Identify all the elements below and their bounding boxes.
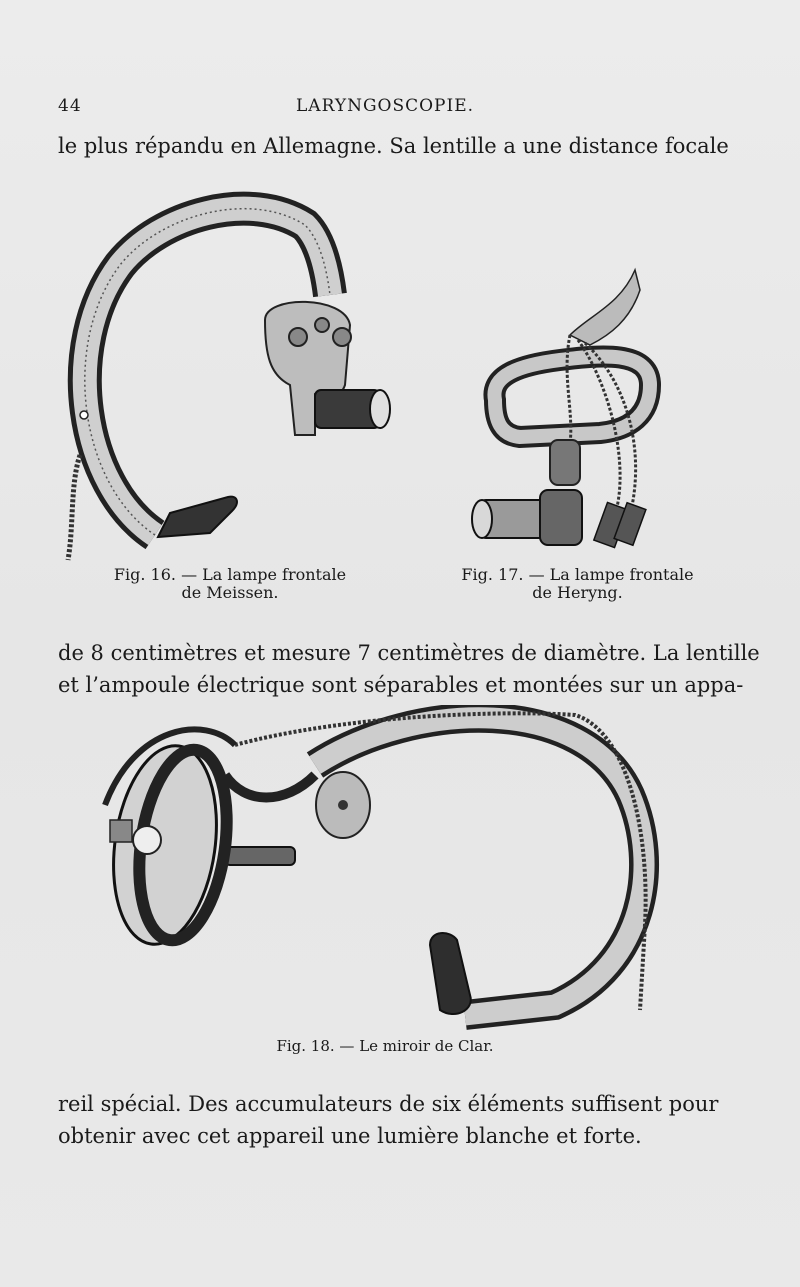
caption-line: Fig. 17. — La lampe frontale (461, 565, 694, 584)
caption-line: de Meissen. (181, 583, 279, 602)
page-header (58, 96, 698, 120)
figure-17-caption (455, 566, 700, 602)
caption-line: de Heryng. (532, 583, 623, 602)
text-line: le plus répandu en Allemagne. Sa lentille a une distance focale (58, 134, 729, 158)
text-line: de 8 centimètres et mesure 7 centimètres de diamètre. La lentille (58, 641, 760, 665)
text-line: reil spécial. Des accumulateurs de six éléments suffisent pour (58, 1092, 719, 1116)
text-line: obtenir avec cet appareil une lumière blanche et forte. (58, 1124, 642, 1148)
page-number: 44 (58, 96, 82, 116)
figure-16-caption (90, 566, 370, 602)
figure-17-heryng-headlamp (460, 265, 670, 565)
text-line: et l’ampoule électrique sont séparables et montées sur un appa- (58, 673, 744, 697)
paragraph-2 (58, 637, 760, 701)
figure-18-caption (255, 1037, 515, 1055)
paragraph-3 (58, 1088, 719, 1152)
caption-line: Fig. 16. — La lampe frontale (113, 565, 347, 584)
caption-line: Fig. 18. — Le miroir de Clar. (276, 1037, 494, 1055)
figure-16-meissen-headlamp (60, 185, 410, 565)
paragraph-1 (58, 130, 729, 162)
running-title: LARYNGOSCOPIE. (296, 96, 475, 116)
figure-18-clar-mirror (85, 705, 665, 1035)
